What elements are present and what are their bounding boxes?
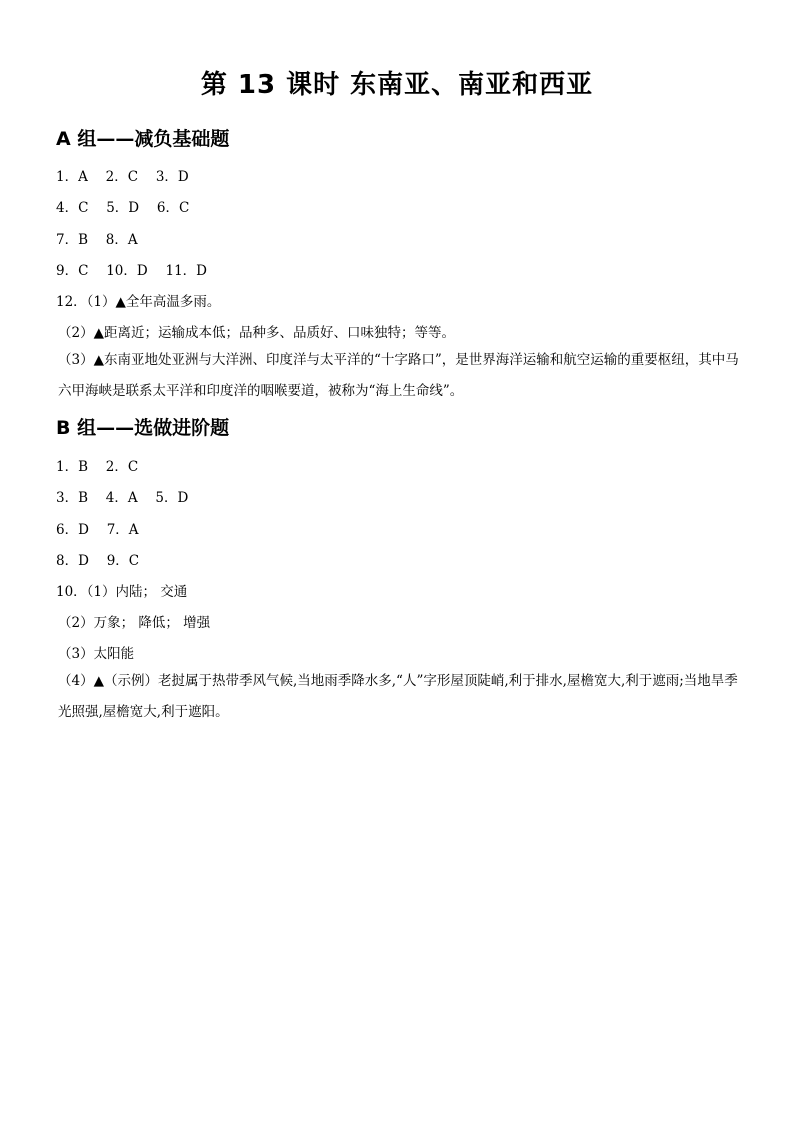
answer-paragraph: （4）▲（示例）老挝属于热带季风气候,当地雨季降水多,“人”字形屋顶陡峭,利于排水,屋檐宽大,利于遮雨;当地旱季光照强,屋檐宽大,利于遮阳。	[58, 673, 738, 720]
answer-line: 6．D 7．A	[56, 522, 139, 538]
page-title: 第 13 课时 东南亚、南亚和西亚	[200, 70, 594, 100]
section-a-heading: A 组——减负基础题	[56, 128, 230, 150]
answer-line: 7．B 8．A	[56, 232, 138, 248]
answer-line: （2）▲距离近；运输成本低；品种多、品质好、口味独特；等等。	[58, 325, 455, 341]
answer-line: 8．D 9．C	[56, 553, 140, 569]
answer-line: 1．B 2．C	[56, 459, 139, 475]
answer-line: 3．B 4．A 5．D	[56, 490, 189, 506]
answer-line: 4．C 5．D 6．C	[56, 200, 190, 216]
answer-line: 1．A 2．C 3．D	[56, 169, 189, 185]
answer-line: 9．C 10．D 11．D	[56, 263, 208, 279]
answer-line: 12．（1）▲全年高温多雨。	[56, 294, 221, 310]
answer-paragraph: （3）▲东南亚地处亚洲与大洋洲、印度洋与太平洋的“十字路口”，是世界海洋运输和航空运输的重要枢纽，其中马六甲海峡是联系太平洋和印度洋的咽喉要道，被称为“海上生命线”。	[58, 352, 739, 399]
section-b-heading: B 组——选做进阶题	[56, 417, 230, 439]
answer-line: （3）太阳能	[58, 646, 135, 662]
answer-line: 10．（1）内陆； 交通	[56, 584, 188, 600]
answer-line: （2）万象； 降低； 增强	[58, 615, 211, 631]
